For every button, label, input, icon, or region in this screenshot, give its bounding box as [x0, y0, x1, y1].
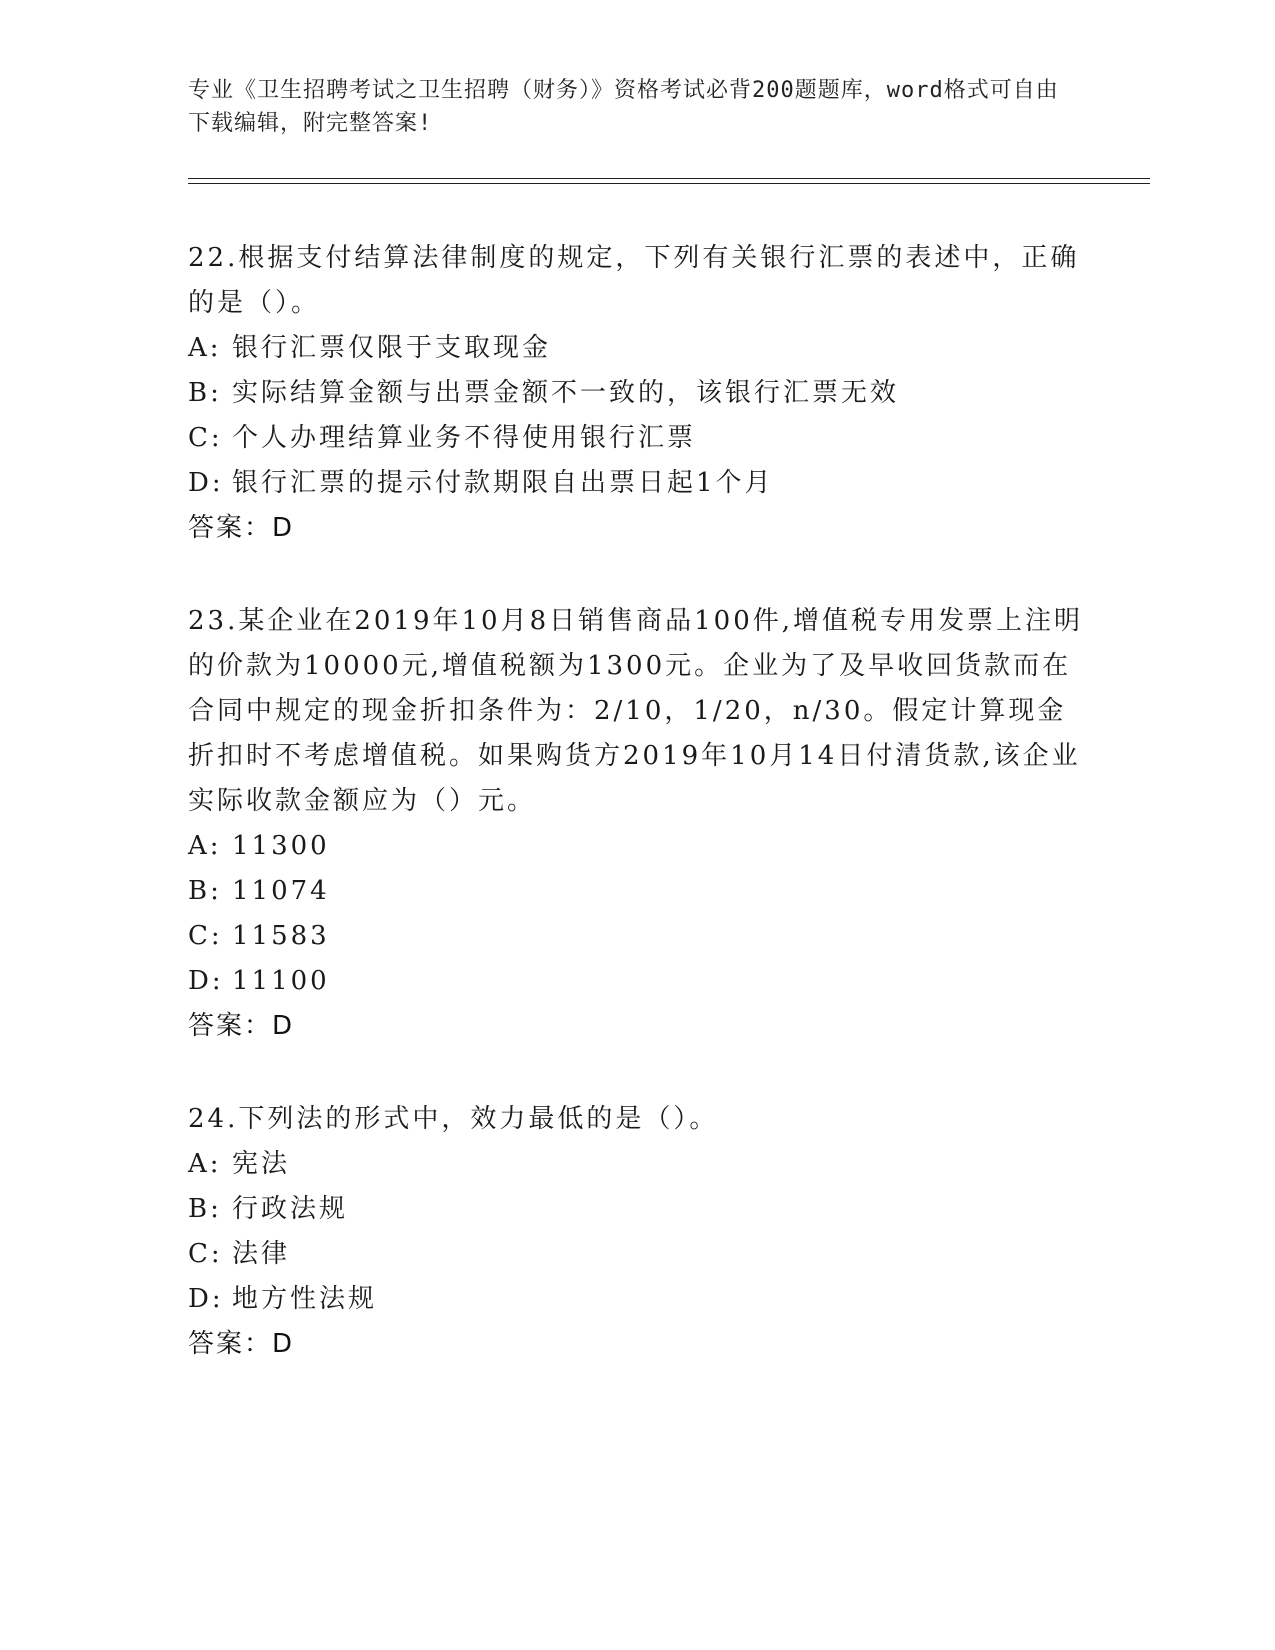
- option-text: 实际结算金额与出票金额不一致的，该银行汇票无效: [232, 378, 900, 408]
- option-b: [188, 371, 1088, 416]
- option-text: 行政法规: [232, 1194, 349, 1224]
- option-text: 11074: [232, 876, 330, 906]
- answer-label: 答案：D: [188, 1011, 295, 1041]
- option-text: 地方性法规: [232, 1284, 378, 1314]
- answer-label: 答案：D: [188, 513, 295, 543]
- question-22: [188, 236, 1088, 551]
- option-c: [188, 1232, 1088, 1277]
- option-a: [188, 1142, 1088, 1187]
- option-key: B:: [188, 378, 222, 408]
- option-key: B:: [188, 1194, 222, 1224]
- option-key: C:: [188, 921, 223, 951]
- option-c: [188, 416, 1088, 461]
- answer-label: 答案：D: [188, 1329, 295, 1359]
- option-text: 11300: [232, 831, 330, 861]
- option-key: A:: [188, 333, 222, 363]
- option-d: [188, 959, 1088, 1004]
- option-d: [188, 1277, 1088, 1322]
- option-text: 个人办理结算业务不得使用银行汇票: [232, 423, 697, 453]
- option-d: [188, 461, 1088, 506]
- header-divider-top: [188, 178, 1150, 179]
- option-a: [188, 824, 1088, 869]
- option-key: B:: [188, 876, 222, 906]
- option-a: [188, 326, 1088, 371]
- option-b: [188, 869, 1088, 914]
- document-header: 专业《卫生招聘考试之卫生招聘（财务）》资格考试必背200题题库，word格式可自由下载编辑，附完整答案!: [188, 78, 1059, 136]
- option-text: 法律: [232, 1239, 291, 1269]
- option-text: 11100: [232, 966, 330, 996]
- question-stem: 22.根据支付结算法律制度的规定，下列有关银行汇票的表述中，正确的是（）。: [188, 243, 1080, 318]
- option-key: A:: [188, 831, 222, 861]
- option-key: D:: [188, 468, 224, 498]
- option-key: C:: [188, 423, 223, 453]
- option-c: [188, 914, 1088, 959]
- option-key: D:: [188, 1284, 224, 1314]
- option-key: A:: [188, 1149, 222, 1179]
- option-text: 银行汇票的提示付款期限自出票日起1个月: [232, 468, 774, 498]
- option-b: [188, 1187, 1088, 1232]
- option-text: 宪法: [232, 1149, 291, 1179]
- option-text: 11583: [232, 921, 330, 951]
- question-24: [188, 1097, 1088, 1367]
- option-key: C:: [188, 1239, 223, 1269]
- option-key: D:: [188, 966, 224, 996]
- question-stem: 24.下列法的形式中，效力最低的是（）。: [188, 1104, 719, 1134]
- option-text: 银行汇票仅限于支取现金: [232, 333, 552, 363]
- question-stem: 23.某企业在2019年10月8日销售商品100件,增值税专用发票上注明的价款为10000元,增值税额为1300元。企业为了及早收回货款而在合同中规定的现金折扣条件为：2/10，1/20，n/30。假定计算现金折扣时不考虑增值税。如果购货方2019年10月14日付清货款,该企业实际收款金额应为（）元。: [188, 606, 1084, 816]
- header-divider-bottom: [188, 183, 1150, 184]
- question-23: [188, 599, 1088, 1049]
